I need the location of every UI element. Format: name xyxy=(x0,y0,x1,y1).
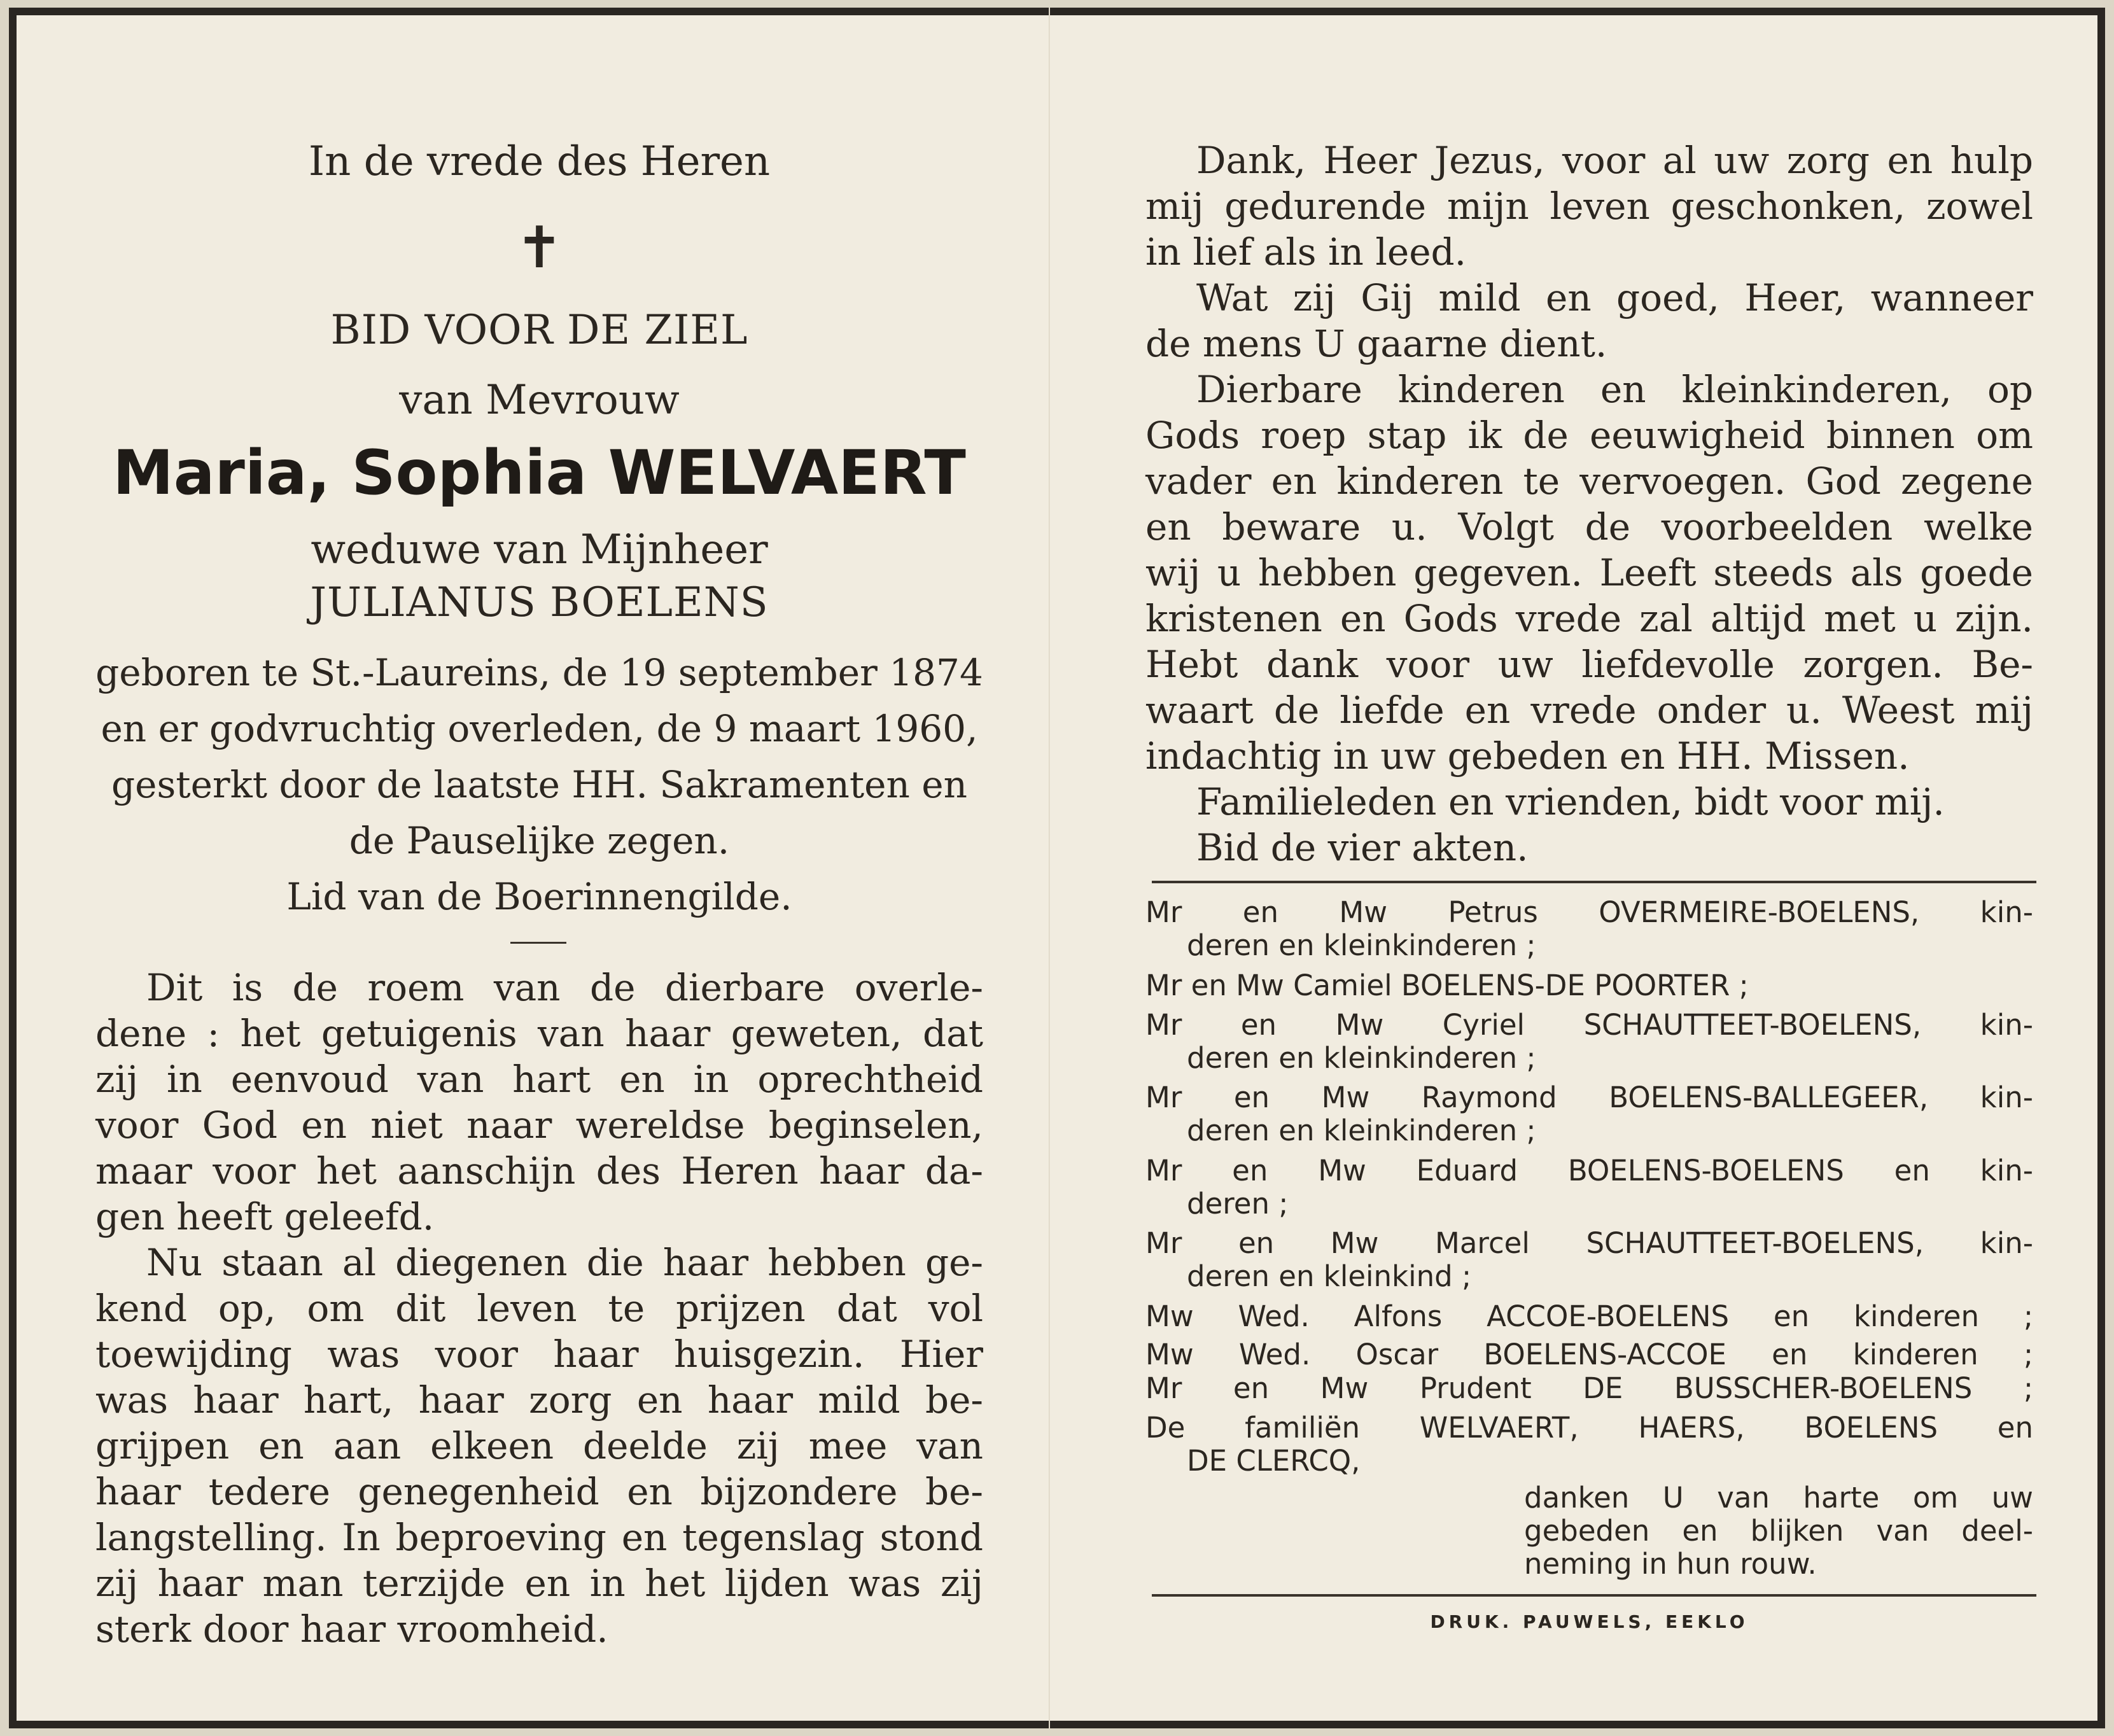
left-page xyxy=(95,8,983,1713)
prayer-line: kristenen en Gods vrede zal altijd met u zijn. xyxy=(1145,597,2033,640)
paragraph-line: haar tedere genegenheid en bijzondere be- xyxy=(95,1470,983,1513)
paragraph-line: Nu staan al diegenen die haar hebben ge- xyxy=(146,1241,983,1284)
bio-line: gesterkt door de laatste HH. Sakramenten en xyxy=(111,763,967,806)
paragraph-line: sterk door haar vroomheid. xyxy=(95,1607,608,1651)
prayer-line: Gods roep stap ik de eeuwigheid binnen om xyxy=(1145,414,2033,457)
paragraph-line: Dit is de roem van de dierbare overle- xyxy=(146,966,983,1009)
paragraph-line: kend op, om dit leven te prijzen dat vol xyxy=(95,1287,983,1330)
paragraph-line: langstelling. In beproeving en tegenslag stond xyxy=(95,1516,983,1559)
thanks-line: neming in hun rouw. xyxy=(1524,1547,1817,1581)
widow-of: weduwe van Mijnheer xyxy=(311,526,768,573)
prayer-line: vader en kinderen te vervoegen. God zegene xyxy=(1145,459,2033,503)
paragraph-line: zij in eenvoud van hart en in oprechtheid xyxy=(95,1058,983,1101)
family-line: deren en kleinkind ; xyxy=(1187,1259,1472,1293)
prayer-line: Bid de vier akten. xyxy=(1196,826,1529,869)
prayer-line: in lief als in leed. xyxy=(1145,230,1467,274)
prayer-line: Dierbare kinderen en kleinkinderen, op xyxy=(1196,368,2033,411)
prayer-line: Wat zij Gij mild en goed, Heer, wanneer xyxy=(1196,276,2033,319)
bio-line: de Pauselijke zegen. xyxy=(349,819,730,862)
paragraph-line: gen heeft geleefd. xyxy=(95,1195,435,1238)
heading: In de vrede des Heren xyxy=(308,138,771,185)
family-line: deren en kleinkinderen ; xyxy=(1187,1114,1536,1147)
prayer-line: Familieleden en vrienden, bidt voor mij. xyxy=(1196,780,1945,823)
bio-line: geboren te St.-Laureins, de 19 september 1874 xyxy=(95,651,983,694)
prayer-line: de mens U gaarne dient. xyxy=(1145,322,1607,365)
family-line: Mr en Mw Camiel BOELENS-DE POORTER ; xyxy=(1145,969,1749,1002)
family-line: Mr en Mw Petrus OVERMEIRE-BOELENS, kin- xyxy=(1145,895,2033,929)
prayer-line: en beware u. Volgt de voorbeelden welke xyxy=(1145,505,2033,549)
paragraph-line: toewijding was voor haar huisgezin. Hier xyxy=(95,1333,983,1376)
bottom-rule xyxy=(1152,1594,2036,1597)
family-line: Mr en Mw Marcel SCHAUTTEET-BOELENS, kin- xyxy=(1145,1226,2033,1260)
husband-name: JULIANUS BOELENS xyxy=(310,579,769,626)
family-line: deren ; xyxy=(1187,1187,1289,1221)
thanks-line: gebeden en blijken van deel- xyxy=(1524,1514,2033,1548)
right-page xyxy=(1145,8,2033,1713)
bio-line: Lid van de Boerinnengilde. xyxy=(286,875,792,918)
prayer-line: Hebt dank voor uw liefdevolle zorgen. Be- xyxy=(1145,643,2033,686)
family-line: Mr en Mw Eduard BOELENS-BOELENS en kin- xyxy=(1145,1154,2033,1187)
prayer-line: wij u hebben gegeven. Leeft steeds als goede xyxy=(1145,551,2033,594)
deceased-name: Maria, Sophia WELVAERT xyxy=(113,437,966,508)
family-line: Mr en Mw Raymond BOELENS-BALLEGEER, kin- xyxy=(1145,1081,2033,1114)
family-line: Mw Wed. Alfons ACCOE-BOELENS en kinderen ; xyxy=(1145,1299,2033,1333)
prayer-line: Dank, Heer Jezus, voor al uw zorg en hulp xyxy=(1196,139,2033,182)
family-line: DE CLERCQ, xyxy=(1187,1444,1361,1478)
family-line: Mr en Mw Prudent DE BUSSCHER-BOELENS ; xyxy=(1145,1371,2033,1405)
top-rule xyxy=(1152,881,2036,883)
card-fold xyxy=(1049,8,1050,1728)
thanks-line: danken U van harte om uw xyxy=(1524,1481,2033,1515)
prayer-line: indachtig in uw gebeden en HH. Missen. xyxy=(1145,734,1910,778)
cross-icon: ✝ xyxy=(515,214,564,281)
paragraph-line: grijpen en aan elkeen deelde zij mee van xyxy=(95,1424,983,1467)
paragraph-line: maar voor het aanschijn des Heren haar da- xyxy=(95,1149,983,1193)
van-mevrouw: van Mevrouw xyxy=(399,377,680,424)
paragraph-line: dene : het getuigenis van haar geweten, dat xyxy=(95,1012,983,1055)
printer-credit: DRUK. PAUWELS, EEKLO xyxy=(1430,1611,1749,1632)
family-line: Mr en Mw Cyriel SCHAUTTEET-BOELENS, kin- xyxy=(1145,1008,2033,1042)
family-line: De familiën WELVAERT, HAERS, BOELENS en xyxy=(1145,1411,2033,1445)
paragraph-line: voor God en niet naar wereldse beginselen, xyxy=(95,1103,983,1147)
family-line: deren en kleinkinderen ; xyxy=(1187,1041,1536,1075)
paragraph-line: was haar hart, haar zorg en haar mild be- xyxy=(95,1378,983,1422)
paragraph-line: zij haar man terzijde en in het lijden was zij xyxy=(95,1562,983,1605)
family-line: Mw Wed. Oscar BOELENS-ACCOE en kinderen ; xyxy=(1145,1338,2033,1371)
prayer-line: waart de liefde en vrede onder u. Weest mij xyxy=(1145,689,2033,732)
family-line: deren en kleinkinderen ; xyxy=(1187,928,1536,962)
bio-line: en er godvruchtig overleden, de 9 maart 1960, xyxy=(101,707,978,750)
prayer-line: mij gedurende mijn leven geschonken, zowel xyxy=(1145,185,2033,228)
separator xyxy=(510,942,566,944)
prayer-title: BID VOOR DE ZIEL xyxy=(330,307,748,354)
